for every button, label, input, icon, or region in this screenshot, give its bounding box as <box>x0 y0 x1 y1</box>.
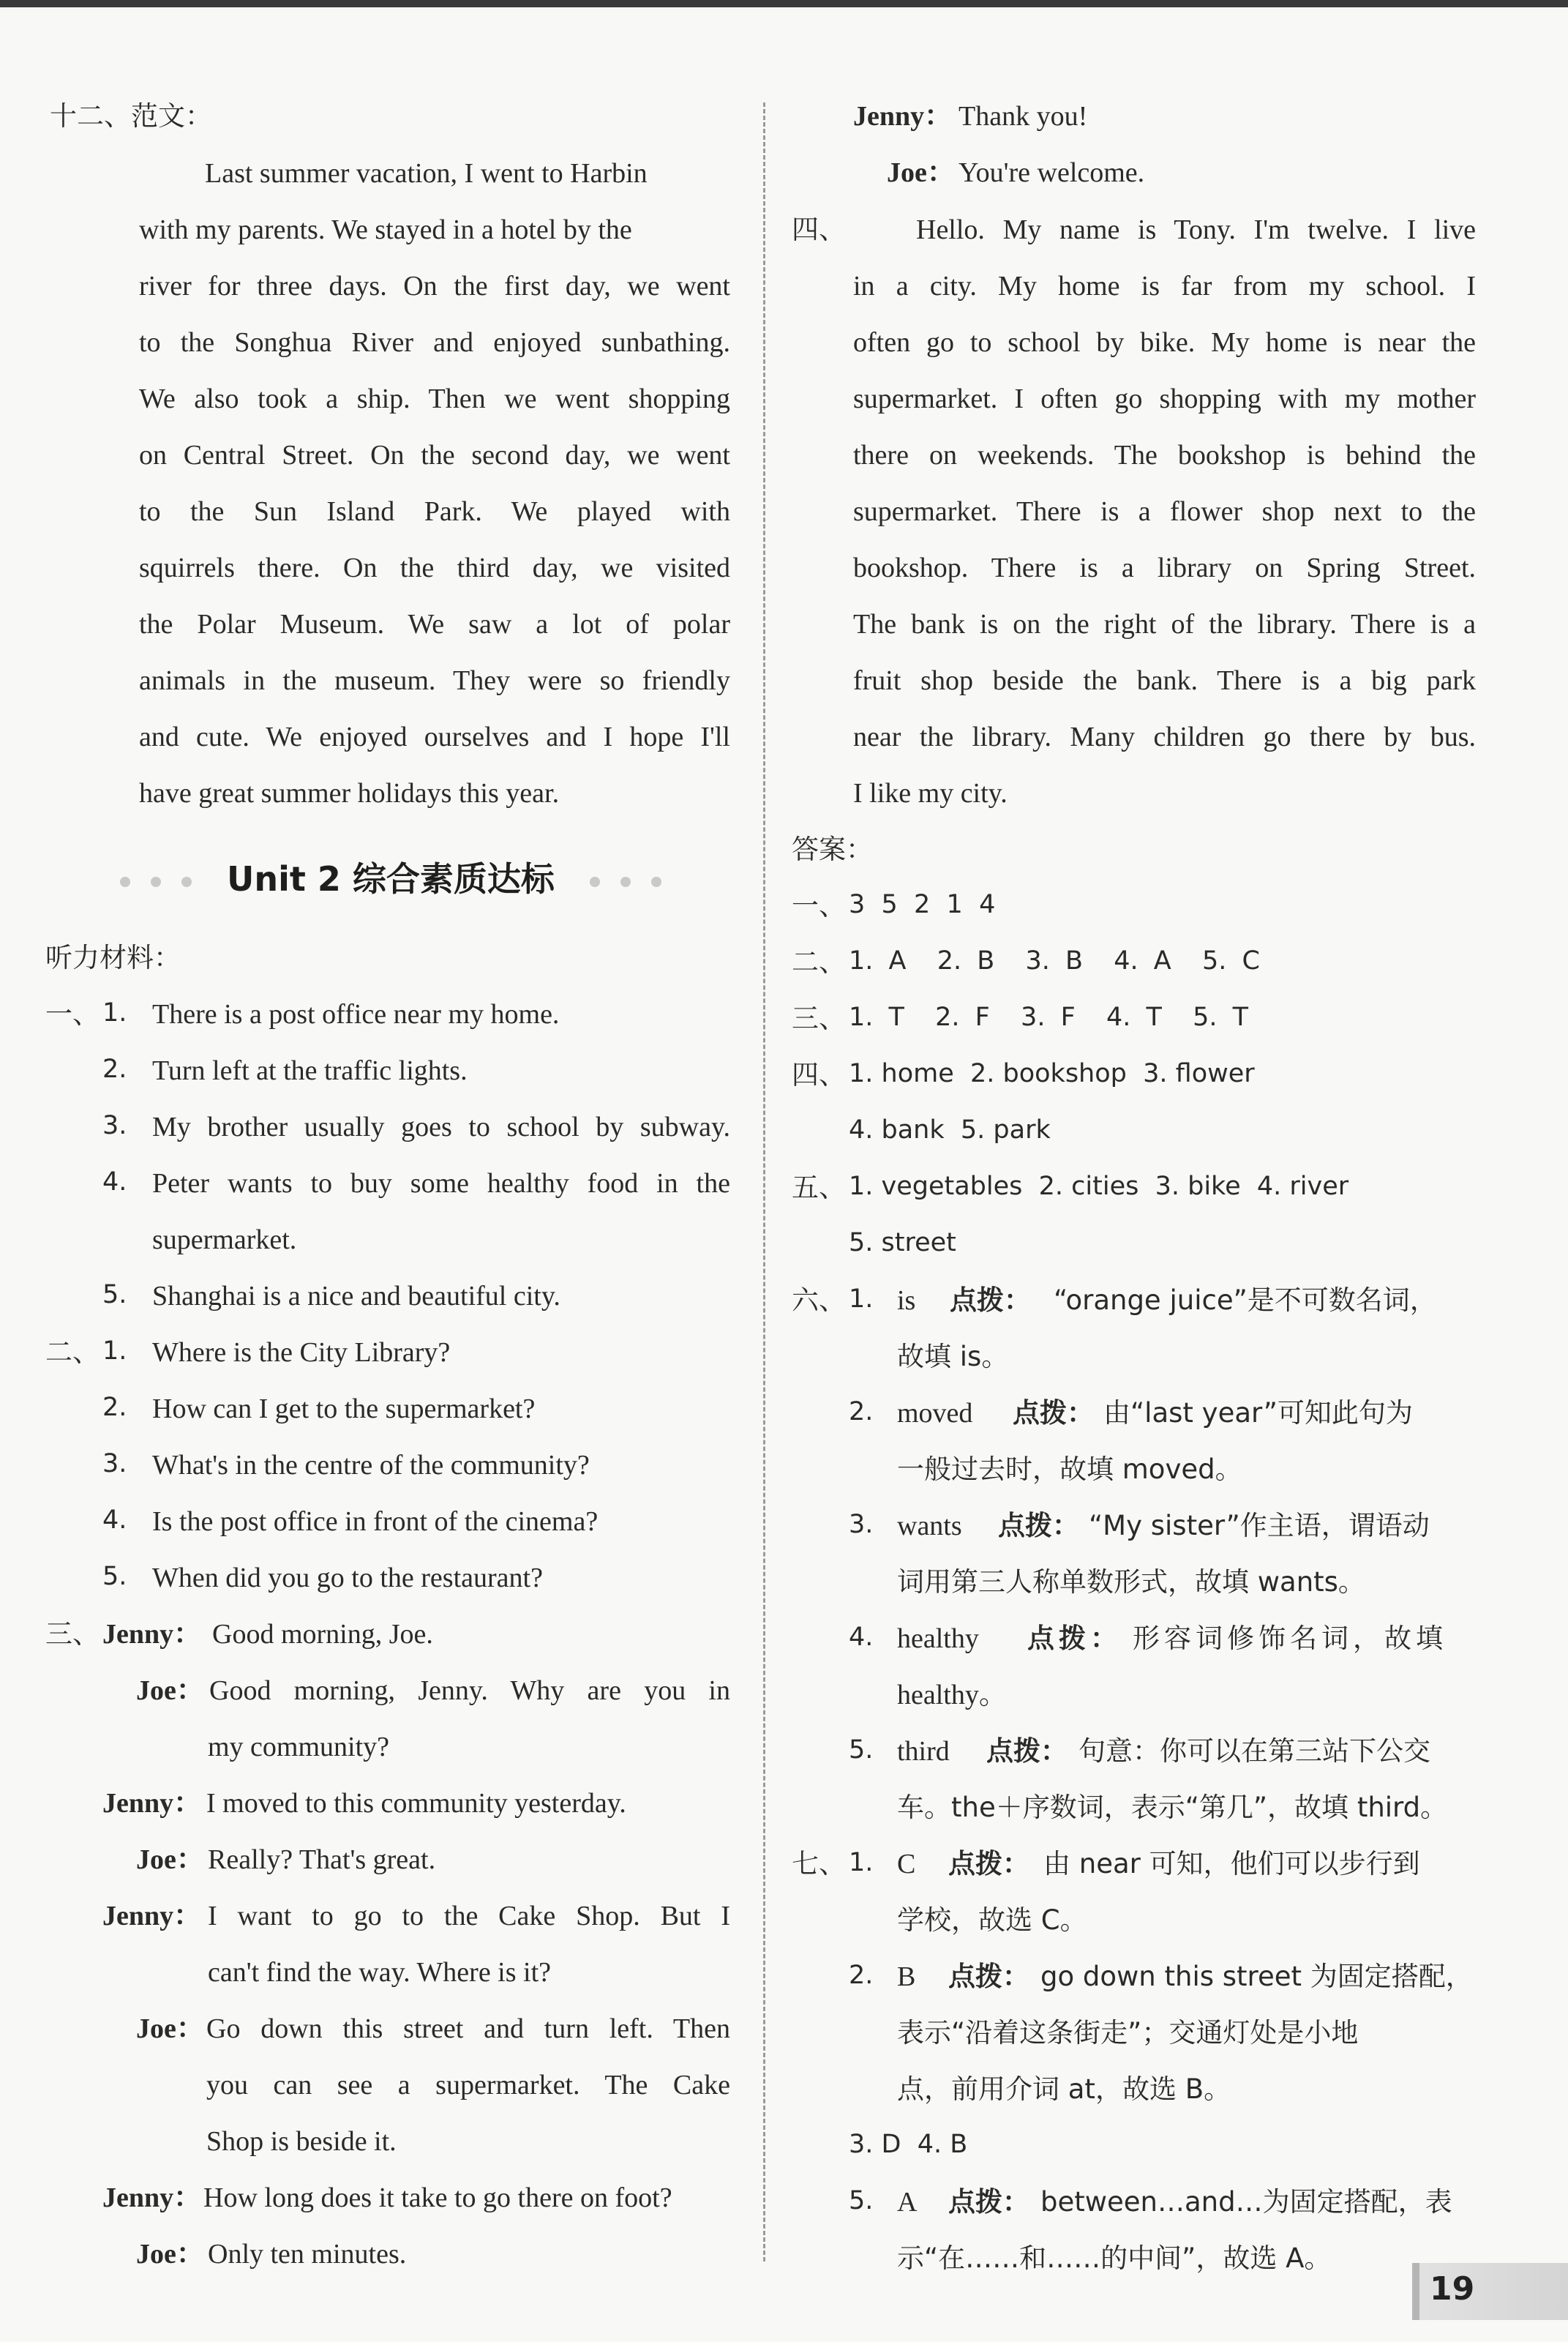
tip-text: between…and…为固定搭配，表 <box>1040 2186 1452 2218</box>
answer-word: wants <box>897 1511 962 1541</box>
item-number: 2. <box>849 1397 874 1426</box>
listening-question: What's in the centre of the community? <box>152 1450 590 1481</box>
item-number: 4. <box>102 1167 127 1197</box>
answer-word: B <box>897 1961 916 1992</box>
tip-label: 点拨： <box>1027 1623 1122 1654</box>
essay-line: animals in the museum. They were so friendly <box>139 665 730 696</box>
part-label: 一、 <box>792 890 846 921</box>
passage-line: supermarket. There is a flower shop next to the <box>853 496 1476 527</box>
dialogue-line: Thank you! <box>959 101 1088 132</box>
speaker-name: Joe： <box>136 2013 204 2044</box>
answer-word: third <box>897 1736 950 1767</box>
dialogue-line: You're welcome. <box>959 157 1145 188</box>
dialogue-line-cont: you can see a supermarket. The Cake <box>206 2070 730 2100</box>
speaker-name: Jenny： <box>853 101 953 132</box>
tip-label: 点拨： <box>986 1735 1068 1767</box>
decor-dot <box>620 877 631 887</box>
essay-line: and cute. We enjoyed ourselves and I hope I'll <box>139 722 730 752</box>
essay-line: Last summer vacation, I went to Harbin <box>205 158 648 189</box>
listening-sentence: My brother usually goes to school by subway. <box>152 1112 730 1142</box>
decor-dot <box>181 877 192 887</box>
answer-word: healthy <box>897 1623 979 1654</box>
item-number: 2. <box>102 1393 127 1422</box>
passage-line: The bank is on the right of the library. There is a <box>853 609 1476 640</box>
answers-heading: 答案： <box>792 834 873 865</box>
tip-text: 词用第三人称单数形式，故填 wants。 <box>897 1566 1365 1598</box>
speaker-name: Joe： <box>136 1844 204 1875</box>
part-label: 二、 <box>45 1336 100 1368</box>
answer-line: 4. bank 5. park <box>849 1115 1051 1145</box>
essay-line: river for three days. On the first day, we went <box>139 271 730 302</box>
speaker-name: Jenny： <box>102 1788 202 1819</box>
tip-text: healthy。 <box>897 1680 1007 1710</box>
part-label: 一、 <box>45 998 100 1030</box>
part-label: 六、 <box>792 1284 846 1316</box>
dialogue-line: Go down this street and turn left. Then <box>206 2013 730 2044</box>
essay-line: to the Sun Island Park. We played with <box>139 496 730 527</box>
speaker-name: Jenny： <box>102 1901 202 1931</box>
item-number: 3. <box>102 1111 127 1140</box>
item-number: 3. <box>102 1449 127 1478</box>
tip-label: 点拨： <box>950 1284 1031 1316</box>
dialogue-line-cont: Shop is beside it. <box>206 2126 397 2157</box>
speaker-name: Jenny： <box>102 2182 202 2213</box>
listening-question: When did you go to the restaurant? <box>152 1563 543 1593</box>
item-number: 5. <box>849 1735 874 1765</box>
part-label: 七、 <box>792 1848 846 1879</box>
essay-heading: 十二、范文： <box>50 100 212 132</box>
item-number: 1. <box>849 1848 874 1877</box>
dialogue-line: I moved to this community yesterday. <box>206 1788 626 1819</box>
answer-line: 3 5 2 1 4 <box>849 890 996 919</box>
speaker-name: Joe： <box>136 1675 204 1706</box>
answer-line: 1. T 2. F 3. F 4. T 5. T <box>849 1003 1249 1032</box>
page-number-bar <box>1412 2263 1419 2320</box>
decor-dot <box>151 877 161 887</box>
tip-text: go down this street 为固定搭配， <box>1040 1961 1473 1992</box>
item-number: 2. <box>102 1055 127 1084</box>
item-number: 5. <box>102 1280 127 1309</box>
item-number: 4. <box>849 1623 874 1652</box>
tip-label: 点拨： <box>948 1961 1029 1992</box>
listening-question: Is the post office in front of the cinema? <box>152 1506 599 1537</box>
listening-sentence: Peter wants to buy some healthy food in the <box>152 1168 730 1199</box>
passage-line: bookshop. There is a library on Spring Street. <box>853 553 1476 583</box>
speaker-name: Jenny： <box>102 1619 202 1650</box>
passage-line: near the library. Many children go there by bus. <box>853 722 1476 752</box>
decor-dot <box>590 877 600 887</box>
tip-text: 由“last year”可知此句为 <box>1103 1397 1413 1429</box>
dialogue-line: Good morning, Joe. <box>212 1619 433 1650</box>
item-number: 2. <box>849 1961 874 1990</box>
item-number: 5. <box>102 1562 127 1591</box>
essay-line: squirrels there. On the third day, we visited <box>139 553 730 583</box>
part-label: 三、 <box>792 1003 846 1034</box>
passage-line: there on weekends. The bookshop is behind the <box>853 440 1476 471</box>
unit-title: Unit 2 综合素质达标 <box>227 859 555 899</box>
listening-sentence: There is a post office near my home. <box>152 999 560 1030</box>
part-label: 四、 <box>792 214 846 245</box>
listening-heading: 听力材料： <box>45 942 181 973</box>
tip-text: “orange juice”是不可数名词， <box>1054 1284 1437 1316</box>
answer-word: A <box>897 2187 918 2218</box>
listening-sentence: Turn left at the traffic lights. <box>152 1055 468 1086</box>
listening-sentence: Shanghai is a nice and beautiful city. <box>152 1281 560 1312</box>
top-rule <box>0 0 1568 7</box>
part-label: 五、 <box>792 1172 846 1203</box>
tip-text: 形容词修饰名词，故填 <box>1133 1623 1447 1654</box>
tip-text: 故填 is。 <box>897 1341 1009 1372</box>
tip-label: 点拨： <box>948 2186 1029 2218</box>
item-number: 1. <box>102 998 127 1028</box>
passage-line: I like my city. <box>853 778 1008 809</box>
tip-text: 车。the＋序数词，表示“第几”，故填 third。 <box>897 1792 1448 1823</box>
answer-word: moved <box>897 1398 973 1429</box>
listening-question: How can I get to the supermarket? <box>152 1393 536 1424</box>
part-label: 四、 <box>792 1059 846 1090</box>
tip-text: 句意：你可以在第三站下公交 <box>1079 1735 1430 1767</box>
item-number: 4. <box>102 1505 127 1535</box>
decor-dot <box>651 877 661 887</box>
dialogue-line: Good morning, Jenny. Why are you in <box>209 1675 730 1706</box>
item-number: 3. <box>849 1510 874 1539</box>
column-divider <box>763 102 765 2261</box>
essay-line: We also took a ship. Then we went shopping <box>139 384 730 414</box>
essay-line: with my parents. We stayed in a hotel by the <box>139 214 632 245</box>
passage-line: often go to school by bike. My home is near the <box>853 327 1476 358</box>
answer-line: 1. home 2. bookshop 3. flower <box>849 1059 1255 1088</box>
passage-line: in a city. My home is far from my school. I <box>853 271 1476 302</box>
dialogue-line: How long does it take to go there on foot? <box>203 2182 672 2213</box>
tip-label: 点拨： <box>998 1510 1079 1541</box>
unit-title-row <box>110 853 672 901</box>
essay-line: on Central Street. On the second day, we went <box>139 440 730 471</box>
tip-text: 学校，故选 C。 <box>897 1904 1087 1936</box>
part-label: 三、 <box>45 1618 100 1650</box>
item-number: 5. <box>849 2186 874 2215</box>
passage-line: supermarket. I often go shopping with my mother <box>853 384 1476 414</box>
passage-line: fruit shop beside the bank. There is a big park <box>853 665 1476 696</box>
tip-text: 一般过去时，故填 moved。 <box>897 1454 1242 1485</box>
essay-line: to the Songhua River and enjoyed sunbathing. <box>139 327 730 358</box>
dialogue-line: Only ten minutes. <box>208 2239 407 2270</box>
listening-sentence-cont: supermarket. <box>152 1224 297 1255</box>
essay-line: have great summer holidays this year. <box>139 778 560 809</box>
item-number: 1. <box>849 1284 874 1314</box>
decor-dot <box>120 877 130 887</box>
part-label: 二、 <box>792 946 846 978</box>
passage-line: Hello. My name is Tony. I'm twelve. I live <box>916 214 1476 245</box>
dialogue-line: I want to go to the Cake Shop. But I <box>208 1901 730 1931</box>
answer-word: C <box>897 1849 916 1879</box>
answer-line: 3. D 4. B <box>849 2130 968 2159</box>
tip-text: 示“在……和……的中间”，故选 A。 <box>897 2242 1332 2274</box>
answer-word: is <box>897 1285 916 1316</box>
dialogue-line: Really? That's great. <box>208 1844 436 1875</box>
dialogue-line-cont: can't find the way. Where is it? <box>208 1957 552 1988</box>
essay-line: the Polar Museum. We saw a lot of polar <box>139 609 730 640</box>
tip-text: 由 near 可知，他们可以步行到 <box>1043 1848 1420 1879</box>
page-number: 19 <box>1430 2270 1475 2308</box>
tip-text: “My sister”作主语，谓语动 <box>1089 1510 1430 1541</box>
tip-text: 点，前用介词 at，故选 B。 <box>897 2073 1231 2105</box>
item-number: 1. <box>102 1336 127 1366</box>
page-number-tab <box>1412 2263 1568 2320</box>
speaker-name: Joe： <box>887 157 955 188</box>
tip-label: 点拨： <box>1013 1397 1094 1429</box>
listening-question: Where is the City Library? <box>152 1337 451 1368</box>
dialogue-line-cont: my community? <box>208 1732 390 1762</box>
answer-line: 1. vegetables 2. cities 3. bike 4. river <box>849 1172 1349 1201</box>
tip-label: 点拨： <box>948 1848 1029 1879</box>
answer-line: 5. street <box>849 1228 956 1257</box>
answer-line: 1. A 2. B 3. B 4. A 5. C <box>849 946 1260 976</box>
speaker-name: Joe： <box>136 2239 204 2270</box>
tip-text: 表示“沿着这条街走”；交通灯处是小地 <box>897 2017 1359 2049</box>
